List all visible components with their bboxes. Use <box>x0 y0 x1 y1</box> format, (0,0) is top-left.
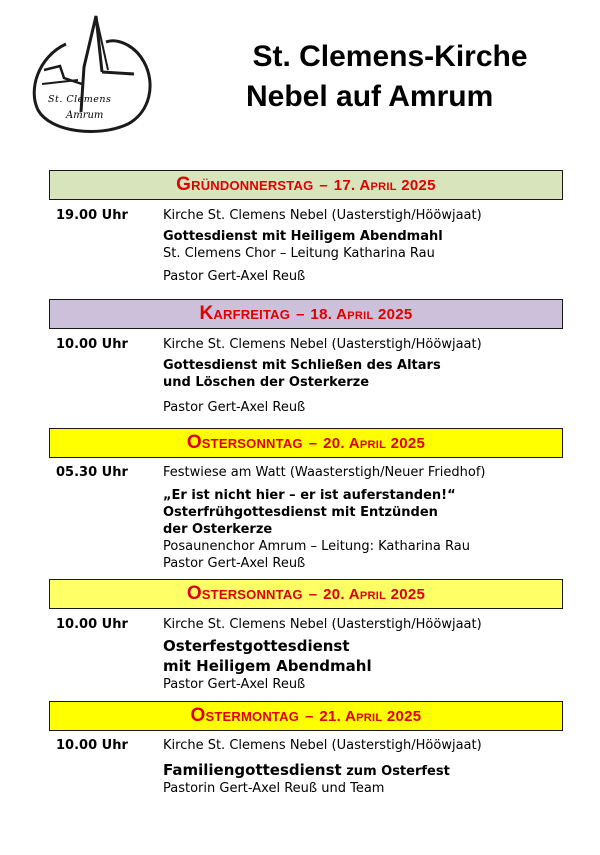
event-ostersonntag-fest <box>49 579 563 692</box>
event-location: Kirche St. Clemens Nebel (Uasterstigh/Hööwjaat) <box>163 738 482 753</box>
event-details <box>163 737 563 797</box>
event-date: 21. April 2025 <box>319 707 422 725</box>
event-separator: – <box>308 585 318 603</box>
event-header <box>49 170 563 200</box>
event-karfreitag <box>49 299 563 415</box>
event-location: Kirche St. Clemens Nebel (Uasterstigh/Hööwjaat) <box>163 337 482 352</box>
event-music: Posaunenchor Amrum – Leitung: Katharina Rau <box>163 539 470 554</box>
event-service-line1: Osterfrühgottesdienst mit Entzünden <box>163 505 438 520</box>
event-quote: „Er ist nicht hier – er ist auferstanden!“ <box>163 488 456 503</box>
event-time: 05.30 Uhr <box>56 465 128 480</box>
event-service-suffix: zum Osterfest <box>341 764 450 779</box>
event-location: Kirche St. Clemens Nebel (Uasterstigh/Hööwjaat) <box>163 208 482 223</box>
event-pastor: Pastor Gert-Axel Reuß <box>163 677 306 692</box>
event-header <box>49 579 563 609</box>
event-time: 10.00 Uhr <box>56 337 128 352</box>
event-date: 20. April 2025 <box>323 434 426 452</box>
event-ostersonntag-frueh <box>49 428 563 571</box>
event-date: 20. April 2025 <box>323 585 426 603</box>
event-pastor: Pastorin Gert-Axel Reuß und Team <box>163 781 385 796</box>
logo-text-line1: St. Clemens <box>48 94 112 105</box>
event-pastor: Pastor Gert-Axel Reuß <box>163 556 306 571</box>
event-music: St. Clemens Chor – Leitung Katharina Rau <box>163 246 435 261</box>
event-details <box>163 464 563 572</box>
event-header <box>49 701 563 731</box>
event-time: 19.00 Uhr <box>56 208 128 223</box>
event-day: Ostersonntag <box>186 583 303 604</box>
event-service-line2: und Löschen der Osterkerze <box>163 375 370 390</box>
event-service-line2: mit Heiligem Abendmahl <box>163 657 372 675</box>
event-service-line2: der Osterkerze <box>163 522 273 537</box>
page-title-line1: St. Clemens-Kirche <box>252 40 528 73</box>
event-date: 18. April 2025 <box>310 305 413 323</box>
event-service: Gottesdienst mit Heiligem Abendmahl <box>163 229 443 244</box>
event-service <box>163 760 563 780</box>
event-service-line1: Gottesdienst mit Schließen des Altars <box>163 358 441 373</box>
event-day: Ostersonntag <box>186 432 303 453</box>
event-details <box>163 336 563 416</box>
event-location: Festwiese am Watt (Waasterstigh/Neuer Friedhof) <box>163 465 486 480</box>
event-gruendonnerstag <box>49 170 563 284</box>
event-header <box>49 299 563 329</box>
event-service-main: Familiengottesdienst <box>163 761 342 779</box>
event-separator: – <box>319 176 328 194</box>
page-title-line2: Nebel auf Amrum <box>246 80 494 113</box>
event-pastor: Pastor Gert-Axel Reuß <box>163 269 306 284</box>
event-day: Gründonnerstag <box>176 174 314 195</box>
event-location: Kirche St. Clemens Nebel (Uasterstigh/Hööwjaat) <box>163 617 482 632</box>
event-separator: – <box>308 434 318 452</box>
event-time: 10.00 Uhr <box>56 738 128 753</box>
event-pastor: Pastor Gert-Axel Reuß <box>163 400 306 415</box>
event-time: 10.00 Uhr <box>56 617 128 632</box>
event-separator: – <box>296 305 305 323</box>
event-details <box>163 616 563 693</box>
church-logo <box>26 12 154 136</box>
event-service-line1: Osterfestgottesdienst <box>163 637 350 655</box>
event-header <box>49 428 563 458</box>
event-separator: – <box>305 707 314 725</box>
logo-text-line2: Amrum <box>66 110 104 121</box>
event-day: Karfreitag <box>199 303 291 324</box>
event-details <box>163 207 563 285</box>
event-day: Ostermontag <box>190 705 300 726</box>
event-ostermontag <box>49 701 563 796</box>
event-date: 17. April 2025 <box>333 176 436 194</box>
